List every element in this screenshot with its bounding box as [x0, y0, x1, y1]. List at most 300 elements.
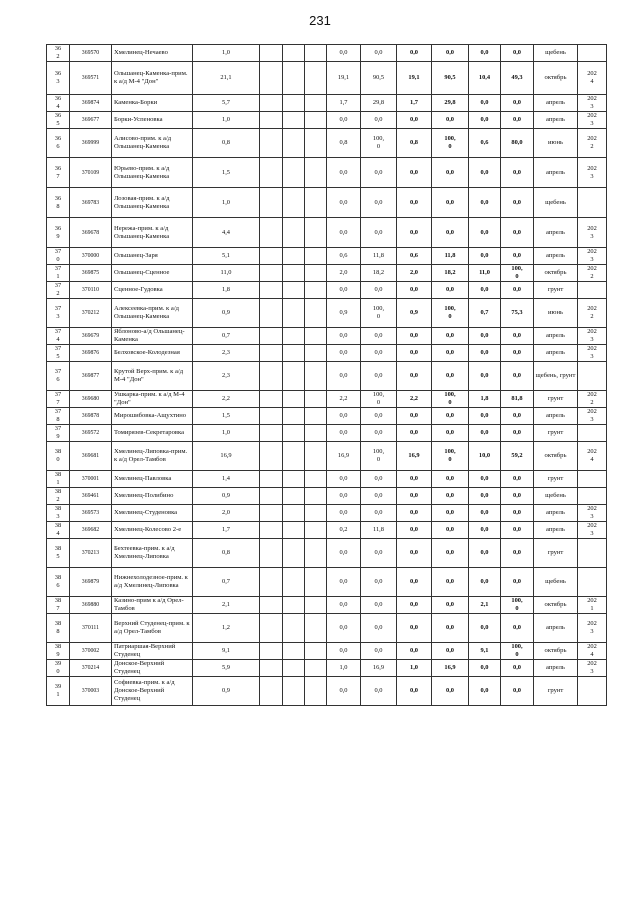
road-code-cell: 370003	[70, 677, 112, 706]
empty-cell	[305, 95, 327, 112]
empty-cell	[305, 158, 327, 188]
month-cell: апрель	[534, 345, 578, 362]
year-cell: 202 4	[578, 643, 607, 660]
value-bold-cell: 0,0	[469, 614, 501, 643]
percent-cell: 100, 0	[361, 129, 397, 158]
percent-bold-cell: 0,0	[432, 677, 469, 706]
table-row	[47, 299, 607, 328]
percent-bold-cell: 100, 0	[432, 442, 469, 471]
value-cell: 0,0	[327, 158, 361, 188]
year-cell	[578, 471, 607, 488]
value-cell: 0,0	[327, 282, 361, 299]
value-cell: 0,0	[327, 425, 361, 442]
road-code-cell: 369876	[70, 345, 112, 362]
percent-bold-cell: 0,0	[432, 408, 469, 425]
road-code-cell: 369783	[70, 188, 112, 218]
percent-bold-cell: 0,0	[432, 188, 469, 218]
table-row	[47, 614, 607, 643]
table-row	[47, 408, 607, 425]
empty-cell	[283, 597, 305, 614]
road-length-cell: 5,9	[193, 660, 260, 677]
row-index-cell: 37 6	[47, 362, 70, 391]
percent-cell: 0,0	[361, 282, 397, 299]
road-name-cell: Хмелинец-Студеновка	[112, 505, 193, 522]
value-cell: 0,0	[327, 505, 361, 522]
empty-cell	[260, 505, 283, 522]
value-bold-cell: 0,7	[469, 299, 501, 328]
road-name-cell: Хмелинец-Полибино	[112, 488, 193, 505]
road-length-cell: 0,9	[193, 299, 260, 328]
month-cell: октябрь	[534, 265, 578, 282]
table-row	[47, 660, 607, 677]
percent-cell: 0,0	[361, 218, 397, 248]
empty-cell	[283, 442, 305, 471]
empty-cell	[260, 188, 283, 218]
row-index-cell: 38 1	[47, 471, 70, 488]
month-cell: апрель	[534, 218, 578, 248]
percent-bold-cell: 100, 0	[501, 597, 534, 614]
empty-cell	[305, 188, 327, 218]
percent-cell: 0,0	[361, 488, 397, 505]
value-bold-cell: 0,0	[469, 488, 501, 505]
road-length-cell: 1,7	[193, 522, 260, 539]
value-bold-cell: 0,0	[397, 643, 432, 660]
value-bold-cell: 0,0	[469, 362, 501, 391]
road-name-cell: Лозовая-прим. к а/д Ольшанец-Каменка	[112, 188, 193, 218]
year-cell: 202 3	[578, 660, 607, 677]
percent-cell: 90,5	[361, 62, 397, 95]
value-bold-cell: 0,0	[469, 425, 501, 442]
percent-cell: 0,0	[361, 677, 397, 706]
road-length-cell: 1,4	[193, 471, 260, 488]
percent-bold-cell: 0,0	[501, 522, 534, 539]
empty-cell	[260, 45, 283, 62]
empty-cell	[305, 539, 327, 568]
empty-cell	[283, 539, 305, 568]
month-cell: апрель	[534, 158, 578, 188]
road-length-cell: 1,5	[193, 408, 260, 425]
empty-cell	[260, 391, 283, 408]
empty-cell	[260, 265, 283, 282]
empty-cell	[260, 362, 283, 391]
percent-bold-cell: 0,0	[432, 505, 469, 522]
table-row	[47, 471, 607, 488]
empty-cell	[283, 677, 305, 706]
empty-cell	[283, 188, 305, 218]
empty-cell	[305, 299, 327, 328]
road-length-cell: 5,1	[193, 248, 260, 265]
percent-bold-cell: 0,0	[432, 45, 469, 62]
empty-cell	[305, 129, 327, 158]
percent-bold-cell: 0,0	[501, 218, 534, 248]
empty-cell	[283, 112, 305, 129]
road-code-cell: 369678	[70, 218, 112, 248]
value-bold-cell: 0,0	[397, 218, 432, 248]
empty-cell	[305, 362, 327, 391]
percent-bold-cell: 0,0	[432, 218, 469, 248]
month-cell: апрель	[534, 328, 578, 345]
percent-cell: 0,0	[361, 408, 397, 425]
value-cell: 0,0	[327, 408, 361, 425]
road-code-cell: 369999	[70, 129, 112, 158]
percent-bold-cell: 0,0	[432, 568, 469, 597]
road-length-cell: 1,0	[193, 45, 260, 62]
road-length-cell: 1,0	[193, 425, 260, 442]
table-row	[47, 522, 607, 539]
road-name-cell: Крутой Верх-прим. к а/д М-4 "Дон"	[112, 362, 193, 391]
percent-bold-cell: 100, 0	[501, 643, 534, 660]
percent-bold-cell: 0,0	[501, 660, 534, 677]
road-name-cell: Ушкарка-прим. к а/д М-4 "Дон"	[112, 391, 193, 408]
value-bold-cell: 10,4	[469, 62, 501, 95]
value-cell: 0,0	[327, 112, 361, 129]
road-code-cell: 370000	[70, 248, 112, 265]
percent-cell: 0,0	[361, 362, 397, 391]
percent-cell: 0,0	[361, 425, 397, 442]
percent-cell: 0,0	[361, 328, 397, 345]
percent-bold-cell: 0,0	[501, 539, 534, 568]
table-row	[47, 539, 607, 568]
value-bold-cell: 0,0	[469, 95, 501, 112]
percent-bold-cell: 0,0	[501, 425, 534, 442]
year-cell: 202 2	[578, 391, 607, 408]
row-index-cell: 36 7	[47, 158, 70, 188]
percent-bold-cell: 0,0	[501, 282, 534, 299]
road-name-cell: Казино-прим к а/д Орел-Тамбов	[112, 597, 193, 614]
year-cell: 202 3	[578, 505, 607, 522]
value-cell: 0,0	[327, 345, 361, 362]
table-row	[47, 488, 607, 505]
road-length-cell: 5,7	[193, 95, 260, 112]
empty-cell	[260, 95, 283, 112]
year-cell	[578, 425, 607, 442]
empty-cell	[260, 442, 283, 471]
percent-bold-cell: 0,0	[432, 362, 469, 391]
table-row	[47, 597, 607, 614]
road-name-cell: Нережа-прим. к а/д Ольшанец-Каменка	[112, 218, 193, 248]
value-bold-cell: 0,0	[469, 45, 501, 62]
percent-bold-cell: 29,8	[432, 95, 469, 112]
empty-cell	[305, 442, 327, 471]
empty-cell	[283, 265, 305, 282]
value-bold-cell: 0,0	[469, 660, 501, 677]
year-cell: 202 3	[578, 522, 607, 539]
value-bold-cell: 0,6	[469, 129, 501, 158]
percent-bold-cell: 18,2	[432, 265, 469, 282]
percent-bold-cell: 0,0	[501, 568, 534, 597]
percent-cell: 0,0	[361, 597, 397, 614]
road-code-cell: 369571	[70, 62, 112, 95]
table-row	[47, 282, 607, 299]
table-row	[47, 391, 607, 408]
empty-cell	[260, 218, 283, 248]
empty-cell	[260, 568, 283, 597]
road-code-cell: 369570	[70, 45, 112, 62]
value-bold-cell: 11,0	[469, 265, 501, 282]
road-length-cell: 1,5	[193, 158, 260, 188]
value-bold-cell: 0,0	[469, 568, 501, 597]
value-bold-cell: 1,8	[469, 391, 501, 408]
month-cell: апрель	[534, 248, 578, 265]
road-code-cell: 369877	[70, 362, 112, 391]
road-length-cell: 0,7	[193, 568, 260, 597]
road-length-cell: 2,0	[193, 505, 260, 522]
percent-cell: 16,9	[361, 660, 397, 677]
month-cell: апрель	[534, 660, 578, 677]
percent-bold-cell: 59,2	[501, 442, 534, 471]
road-code-cell: 370214	[70, 660, 112, 677]
empty-cell	[305, 265, 327, 282]
row-index-cell: 37 5	[47, 345, 70, 362]
empty-cell	[283, 362, 305, 391]
road-name-cell: Алисово-прим. к а/д Ольшанец-Каменка	[112, 129, 193, 158]
percent-cell: 0,0	[361, 505, 397, 522]
road-code-cell: 369680	[70, 391, 112, 408]
row-index-cell: 38 0	[47, 442, 70, 471]
row-index-cell: 36 9	[47, 218, 70, 248]
month-cell: апрель	[534, 614, 578, 643]
road-code-cell: 369677	[70, 112, 112, 129]
value-cell: 0,0	[327, 488, 361, 505]
percent-bold-cell: 0,0	[501, 614, 534, 643]
percent-bold-cell: 0,0	[501, 95, 534, 112]
month-cell: июнь	[534, 129, 578, 158]
empty-cell	[260, 158, 283, 188]
value-bold-cell: 0,0	[397, 158, 432, 188]
road-name-cell: Хмелинец-Нечаево	[112, 45, 193, 62]
empty-cell	[283, 522, 305, 539]
empty-cell	[283, 62, 305, 95]
table-row	[47, 345, 607, 362]
empty-cell	[305, 660, 327, 677]
value-cell: 0,6	[327, 248, 361, 265]
empty-cell	[305, 328, 327, 345]
row-index-cell: 37 9	[47, 425, 70, 442]
value-bold-cell: 0,0	[469, 408, 501, 425]
value-bold-cell: 9,1	[469, 643, 501, 660]
table-row	[47, 328, 607, 345]
value-cell: 0,0	[327, 328, 361, 345]
empty-cell	[305, 391, 327, 408]
road-code-cell: 369681	[70, 442, 112, 471]
percent-bold-cell: 0,0	[432, 425, 469, 442]
value-cell: 0,0	[327, 597, 361, 614]
percent-bold-cell: 0,0	[501, 188, 534, 218]
empty-cell	[283, 408, 305, 425]
empty-cell	[283, 391, 305, 408]
page-number: 231	[309, 13, 331, 28]
value-bold-cell: 2,1	[469, 597, 501, 614]
month-cell: октябрь	[534, 597, 578, 614]
road-name-cell: Софиевка-прим. к а/д Донское-Верхний Студенец	[112, 677, 193, 706]
empty-cell	[305, 248, 327, 265]
empty-cell	[305, 471, 327, 488]
table-row	[47, 218, 607, 248]
percent-bold-cell: 0,0	[432, 539, 469, 568]
table-row	[47, 188, 607, 218]
empty-cell	[260, 282, 283, 299]
value-cell: 0,0	[327, 539, 361, 568]
empty-cell	[260, 62, 283, 95]
percent-bold-cell: 0,0	[501, 488, 534, 505]
value-bold-cell: 0,0	[469, 539, 501, 568]
value-bold-cell: 0,0	[469, 188, 501, 218]
road-code-cell: 370212	[70, 299, 112, 328]
row-index-cell: 37 4	[47, 328, 70, 345]
road-name-cell: Сценное-Гудовка	[112, 282, 193, 299]
empty-cell	[305, 614, 327, 643]
year-cell: 202 3	[578, 614, 607, 643]
empty-cell	[305, 282, 327, 299]
percent-bold-cell: 0,0	[432, 158, 469, 188]
percent-cell: 11,8	[361, 522, 397, 539]
row-index-cell: 37 7	[47, 391, 70, 408]
value-bold-cell: 0,0	[469, 112, 501, 129]
year-cell: 202 3	[578, 328, 607, 345]
road-code-cell: 370109	[70, 158, 112, 188]
percent-bold-cell: 11,8	[432, 248, 469, 265]
year-cell: 202 3	[578, 248, 607, 265]
table-row	[47, 95, 607, 112]
road-name-cell: Нижнехолодезное-прим. к а/д Хмелинец-Липовка	[112, 568, 193, 597]
value-bold-cell: 0,0	[469, 471, 501, 488]
value-cell: 0,8	[327, 129, 361, 158]
empty-cell	[305, 505, 327, 522]
month-cell: апрель	[534, 112, 578, 129]
month-cell: июнь	[534, 299, 578, 328]
year-cell	[578, 488, 607, 505]
road-name-cell: Борки-Успеновка	[112, 112, 193, 129]
road-name-cell: Верхний Студенец-прим. к а/д Орел-Тамбов	[112, 614, 193, 643]
value-cell: 0,0	[327, 45, 361, 62]
year-cell: 202 2	[578, 265, 607, 282]
empty-cell	[283, 614, 305, 643]
road-code-cell: 369874	[70, 95, 112, 112]
percent-cell: 0,0	[361, 45, 397, 62]
percent-bold-cell: 100, 0	[501, 265, 534, 282]
empty-cell	[260, 248, 283, 265]
value-bold-cell: 0,0	[469, 282, 501, 299]
value-bold-cell: 0,6	[397, 248, 432, 265]
road-name-cell: Мирошибовка-Ащухтино	[112, 408, 193, 425]
road-name-cell: Каменка-Борки	[112, 95, 193, 112]
year-cell: 202 4	[578, 442, 607, 471]
row-index-cell: 36 5	[47, 112, 70, 129]
percent-bold-cell: 100, 0	[432, 299, 469, 328]
percent-bold-cell: 0,0	[501, 158, 534, 188]
road-length-cell: 1,2	[193, 614, 260, 643]
year-cell: 202 2	[578, 129, 607, 158]
road-name-cell: Ольшанец-Заря	[112, 248, 193, 265]
value-bold-cell: 10,0	[469, 442, 501, 471]
value-bold-cell: 1,0	[397, 660, 432, 677]
percent-cell: 0,0	[361, 643, 397, 660]
value-cell: 16,9	[327, 442, 361, 471]
value-cell: 0,2	[327, 522, 361, 539]
road-name-cell: Ольшанец-Каменка-прим. к а/д М-4 "Дон"	[112, 62, 193, 95]
empty-cell	[260, 614, 283, 643]
year-cell: 202 4	[578, 62, 607, 95]
empty-cell	[283, 425, 305, 442]
percent-cell: 11,8	[361, 248, 397, 265]
percent-bold-cell: 0,0	[501, 471, 534, 488]
month-cell: щебень	[534, 45, 578, 62]
value-bold-cell: 2,0	[397, 265, 432, 282]
month-cell: октябрь	[534, 643, 578, 660]
empty-cell	[260, 643, 283, 660]
percent-cell: 0,0	[361, 471, 397, 488]
road-code-cell: 370002	[70, 643, 112, 660]
value-cell: 0,9	[327, 299, 361, 328]
value-bold-cell: 0,8	[397, 129, 432, 158]
row-index-cell: 39 0	[47, 660, 70, 677]
value-bold-cell: 0,0	[397, 539, 432, 568]
row-index-cell: 37 0	[47, 248, 70, 265]
road-length-cell: 2,1	[193, 597, 260, 614]
road-name-cell: Алексеевка-прим. к а/д Ольшанец-Каменка	[112, 299, 193, 328]
road-length-cell: 9,1	[193, 643, 260, 660]
row-index-cell: 37 2	[47, 282, 70, 299]
value-bold-cell: 0,0	[397, 408, 432, 425]
value-bold-cell: 0,9	[397, 299, 432, 328]
row-index-cell: 38 8	[47, 614, 70, 643]
value-bold-cell: 0,0	[397, 362, 432, 391]
month-cell: октябрь	[534, 62, 578, 95]
empty-cell	[283, 248, 305, 265]
percent-cell: 18,2	[361, 265, 397, 282]
value-bold-cell: 19,1	[397, 62, 432, 95]
row-index-cell: 36 3	[47, 62, 70, 95]
row-index-cell: 36 2	[47, 45, 70, 62]
empty-cell	[305, 597, 327, 614]
percent-cell: 29,8	[361, 95, 397, 112]
road-code-cell: 369461	[70, 488, 112, 505]
table-row	[47, 442, 607, 471]
road-length-cell: 1,0	[193, 188, 260, 218]
road-code-cell: 369682	[70, 522, 112, 539]
value-bold-cell: 0,0	[397, 597, 432, 614]
row-index-cell: 38 4	[47, 522, 70, 539]
percent-bold-cell: 0,0	[501, 505, 534, 522]
table-row	[47, 362, 607, 391]
percent-bold-cell: 0,0	[432, 597, 469, 614]
empty-cell	[260, 539, 283, 568]
table-row	[47, 248, 607, 265]
road-name-cell: Ольшанец-Сценное	[112, 265, 193, 282]
value-bold-cell: 0,0	[469, 248, 501, 265]
table-row	[47, 643, 607, 660]
year-cell	[578, 362, 607, 391]
year-cell	[578, 188, 607, 218]
empty-cell	[260, 471, 283, 488]
percent-cell: 0,0	[361, 568, 397, 597]
value-bold-cell: 0,0	[469, 677, 501, 706]
empty-cell	[283, 345, 305, 362]
empty-cell	[305, 45, 327, 62]
value-bold-cell: 0,0	[397, 282, 432, 299]
row-index-cell: 38 5	[47, 539, 70, 568]
row-index-cell: 38 6	[47, 568, 70, 597]
road-length-cell: 0,9	[193, 677, 260, 706]
month-cell: щебень	[534, 488, 578, 505]
value-bold-cell: 0,0	[397, 568, 432, 597]
percent-bold-cell: 0,0	[501, 328, 534, 345]
empty-cell	[283, 568, 305, 597]
month-cell: щебень	[534, 188, 578, 218]
table-row	[47, 265, 607, 282]
value-bold-cell: 0,0	[397, 505, 432, 522]
table-row	[47, 505, 607, 522]
